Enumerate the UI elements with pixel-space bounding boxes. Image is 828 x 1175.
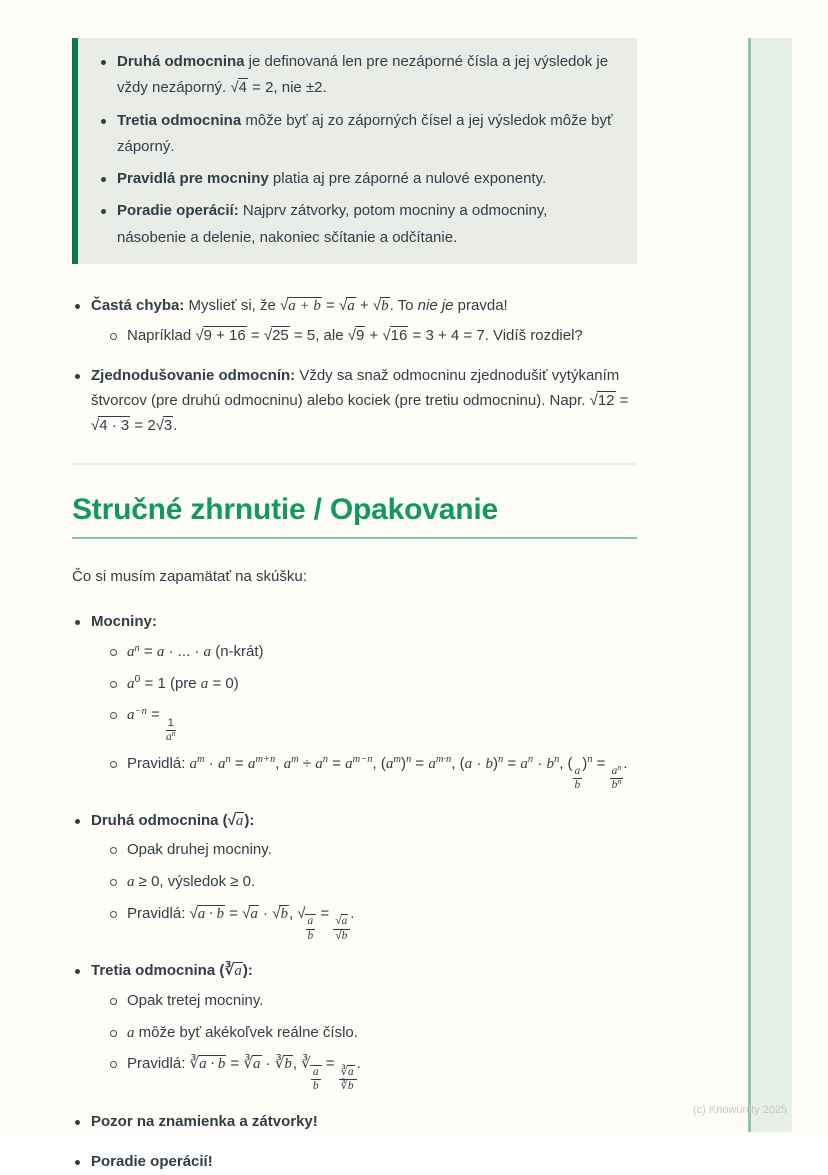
list-item-text: Pozor na znamienka a zátvorky! [91,1112,318,1130]
sub-list [91,989,637,1094]
callout-list [98,49,613,251]
title-underline [72,537,637,539]
sub-list [91,640,637,793]
list-item-text: Zjednodušovanie odmocnín: Vždy sa snaž odmocninu zjednodušiť vytýkaním štvorcov (pre druhú odmocninu) alebo kociek (pre tretiu odmocninu). Napr. √12 = √4 · 3 = 2√3. [91,367,629,434]
sub-list-item: a môže byť akékoľvek reálne číslo. [108,1021,637,1046]
list-item: Poradie operácií: Najprv zátvorky, potom mocniny a odmocniny, násobenie a delenie, nakoniec sčítanie a odčítanie. [98,198,613,251]
list-item-text: Tretia odmocnina (∛a): [91,962,253,980]
list-item-text: Druhá odmocnina (√a): [91,811,255,829]
list-item [72,364,637,438]
list-item-text: Mocniny: [91,613,157,631]
sub-list-item: Pravidlá: √a · b = √a · √b, √ $\frac{a}{b}$ = $\frac{√a}{√b}$ . [108,902,637,943]
page-edge-strip [748,38,792,1132]
list-item: Pravidlá pre mocniny platia aj pre záporné a nulové exponenty. [98,166,613,192]
summary-list [72,610,637,1175]
sub-list [91,838,637,943]
list-item [72,1150,637,1175]
sub-list-item: Napríklad √9 + 16 = √25 = 5, ale √9 + √16 = 3 + 4 = 7. Vidíš rozdiel? [108,324,637,349]
section-divider [72,463,637,465]
sub-list [91,324,637,349]
intro-text: Čo si musím zapamätať na skúšku: [72,568,307,586]
sub-list-item: Opak tretej mocniny. [108,989,637,1014]
list-item [72,809,637,943]
list-item [72,294,637,349]
key-points-callout [72,38,637,264]
sub-list-item: $a^{-n}$ = $\frac{1}{a^n}$ [108,703,637,744]
sub-list-item: Pravidlá: $a^m \cdot a^n = a^{m+n}$, $a^m \div a^n = a^{m-n}$, $(a^m)^n = a^{m\cdot n}$, $(a \cdot b)^n = a^n \cdot b^n$, ( $\frac{a}{b}$ )$^n$ = $\frac{a^n}{b^n}$ . [108,752,637,793]
content-column [72,38,637,1175]
list-item: Druhá odmocnina je definovaná len pre nezáporné čísla a jej výsledok je vždy nezáporný. √4 = 2, nie ±2. [98,49,613,102]
watermark: (c) Knowunity 2025 [693,1104,788,1116]
sub-list-item: Opak druhej mocniny. [108,838,637,863]
list-item [72,610,637,793]
list-item [72,959,637,1093]
list-item: Tretia odmocnina môže byť aj zo záporných čísel a jej výsledok môže byť záporný. [98,108,613,161]
list-item-text: Poradie operácií! [91,1153,213,1171]
sub-list-item: Pravidlá: ∛a · b = ∛a · ∛b, ∛ $\frac{a}{b}$ = $\frac{∛a}{∛b}$ . [108,1052,637,1093]
sub-list-item: $a^0 = 1$ (pre a = 0) [108,672,637,697]
sub-list-item: $a^n = a$ · ... · a (n-krát) [108,640,637,665]
section-title: Stručné zhrnutie / Opakovanie [72,492,498,526]
sub-list-item: a ≥ 0, výsledok ≥ 0. [108,870,637,895]
list-item [72,1110,637,1135]
notes-list [72,294,637,439]
list-item-text: Častá chyba: Myslieť si, že √a + b = √a + √b. To nie je pravda! [91,296,508,314]
